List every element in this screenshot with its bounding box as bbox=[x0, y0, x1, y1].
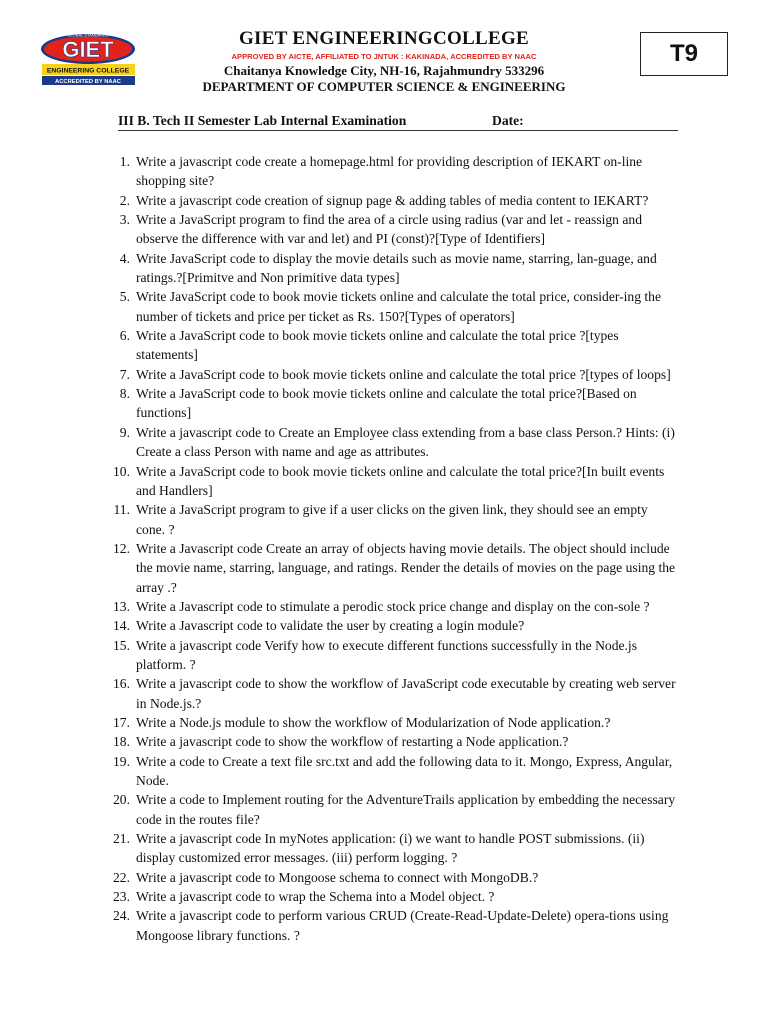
question-item bbox=[108, 906, 678, 945]
question-text: Write a JavaScript code to book movie tickets online and calculate the total price?[In built events and Handlers] bbox=[136, 463, 665, 498]
question-number: 17. bbox=[113, 714, 130, 730]
question-text: Write JavaScript code to display the movie details such as movie name, starring, lan-guage, and ratings.?[Primitve and Non primitive data types] bbox=[136, 250, 657, 286]
question-number: 24. bbox=[113, 908, 130, 924]
logo-ring-text: GLOBAL STANDARDS bbox=[67, 32, 109, 38]
question-number: 8. bbox=[119, 386, 130, 402]
question-text: Write a JavaScript code to book movie tickets online and calculate the total price ?[types of loops] bbox=[136, 366, 671, 382]
question-item bbox=[108, 829, 678, 868]
question-item bbox=[108, 423, 678, 462]
question-text: Write a JavaScript code to book movie tickets online and calculate the total price?[Based on functions] bbox=[136, 386, 637, 421]
question-number: 22. bbox=[113, 869, 130, 885]
question-number: 19. bbox=[113, 753, 130, 769]
question-text: Write a javascript code to Mongoose schema to connect with MongoDB.? bbox=[136, 869, 539, 885]
question-text: Write a javascript code to show the workflow of JavaScript code executable by creating web server in Node.js.? bbox=[136, 676, 676, 711]
question-number: 20. bbox=[113, 792, 130, 808]
question-text: Write a JavaScript program to give if a user clicks on the given link, they should see an empty cone. ? bbox=[136, 502, 648, 537]
question-number: 4. bbox=[119, 250, 130, 266]
question-item bbox=[108, 249, 678, 288]
question-text: Write a JavaScript code to book movie tickets online and calculate the total price ?[types statements] bbox=[136, 328, 619, 363]
question-item bbox=[108, 597, 678, 616]
question-text: Write a javascript code Verify how to execute different functions successfully in the Node.js platform. ? bbox=[136, 637, 638, 672]
question-text: Write a code to Create a text file src.txt and add the following data to it. Mongo, Express, Angular, Node. bbox=[136, 753, 673, 788]
question-text: Write JavaScript code to book movie tickets online and calculate the total price, consider-ing the number of tickets and price per ticket as Rs. 150?[Types of operators] bbox=[136, 289, 662, 324]
question-text: Write a Javascript code Create an array of objects having movie details. The object should include the movie name, starring, language, and ratings. Render the details of movies on the page using the array .? bbox=[136, 540, 676, 595]
question-number: 7. bbox=[119, 366, 130, 382]
question-text: Write a javascript code to perform various CRUD (Create-Read-Update-Delete) opera-tions using Mongoose library functions. ? bbox=[136, 908, 669, 943]
question-text: Write a JavaScript program to find the area of a circle using radius (var and let - reassign and observe the difference with var and let) and PI (const)?[Type of Identifiers] bbox=[136, 212, 643, 247]
question-item bbox=[108, 790, 678, 829]
paper-code: T9 bbox=[669, 40, 698, 67]
approval-line: APPROVED BY AICTE, AFFILIATED TO JNTUK : KAKINADA, ACCREDITED BY NAAC bbox=[231, 52, 537, 61]
college-logo bbox=[38, 32, 139, 87]
question-item bbox=[108, 752, 678, 791]
question-item bbox=[108, 326, 678, 365]
question-number: 3. bbox=[119, 212, 130, 228]
question-item bbox=[108, 674, 678, 713]
question-number: 23. bbox=[113, 889, 130, 905]
question-item bbox=[108, 887, 678, 906]
question-number: 10. bbox=[113, 463, 130, 479]
question-text: Write a Javascript code to validate the user by creating a login module? bbox=[136, 618, 525, 634]
question-text: Write a code to Implement routing for the AdventureTrails application by embedding the necessary code in the routes file? bbox=[136, 792, 676, 827]
college-header bbox=[150, 28, 618, 94]
question-number: 16. bbox=[113, 676, 130, 692]
college-name: GIET ENGINEERINGCOLLEGE bbox=[238, 28, 530, 49]
college-address: Chaitanya Knowledge City, NH-16, Rajahmundry 533296 bbox=[223, 63, 545, 78]
question-number: 9. bbox=[119, 424, 130, 440]
question-number: 1. bbox=[119, 154, 130, 169]
department-name: DEPARTMENT OF COMPUTER SCIENCE & ENGINEERING bbox=[202, 79, 566, 94]
exam-title: III B. Tech II Semester Lab Internal Examination bbox=[118, 113, 407, 128]
question-item bbox=[108, 539, 678, 597]
question-text: Write a javascript code to wrap the Schema into a Model object. ? bbox=[136, 889, 495, 905]
question-number: 14. bbox=[113, 618, 130, 634]
exam-info-line bbox=[118, 113, 678, 131]
question-number: 18. bbox=[113, 734, 130, 750]
question-item bbox=[108, 384, 678, 423]
question-item bbox=[108, 616, 678, 635]
question-number: 15. bbox=[113, 637, 130, 653]
question-item bbox=[108, 365, 678, 384]
question-item bbox=[108, 636, 678, 675]
question-item bbox=[108, 462, 678, 501]
question-text: Write a javascript code create a homepage.html for providing description of IEKART on-line shopping site? bbox=[136, 154, 643, 189]
question-item bbox=[108, 500, 678, 539]
paper-code-box bbox=[640, 32, 728, 76]
question-number: 5. bbox=[119, 289, 130, 305]
question-number: 2. bbox=[119, 192, 130, 208]
question-item bbox=[108, 152, 678, 191]
exam-date-label: Date: bbox=[492, 113, 524, 128]
logo-main-text: GIET bbox=[62, 37, 114, 62]
question-list bbox=[108, 152, 678, 945]
question-text: Write a Node.js module to show the workflow of Modularization of Node application.? bbox=[136, 714, 611, 730]
logo-sub-text: ENGINEERING COLLEGE bbox=[46, 67, 130, 75]
question-text: Write a javascript code to show the workflow of restarting a Node application.? bbox=[136, 734, 569, 750]
question-number: 6. bbox=[119, 328, 130, 344]
question-number: 11. bbox=[113, 502, 130, 518]
question-item bbox=[108, 210, 678, 249]
logo-badge-text: ACCREDITED BY NAAC bbox=[55, 78, 121, 85]
question-item bbox=[108, 732, 678, 751]
question-number: 12. bbox=[113, 540, 130, 556]
question-item bbox=[108, 868, 678, 887]
question-text: Write a javascript code to Create an Employee class extending from a base class Person.? Hints: (i) Create a class Person with name and age as attributes. bbox=[136, 424, 675, 460]
question-text: Write a javascript code creation of signup page & adding tables of media content to IEKART? bbox=[136, 192, 649, 208]
question-text: Write a Javascript code to stimulate a perodic stock price change and display on the con-sole ? bbox=[136, 598, 650, 614]
question-item bbox=[108, 191, 678, 210]
question-item bbox=[108, 713, 678, 732]
question-number: 21. bbox=[113, 831, 130, 847]
question-text: Write a javascript code In myNotes application: (i) we want to handle POST submissions. (ii) display customized error messages. (iii) perform logging. ? bbox=[136, 831, 645, 866]
question-item bbox=[108, 287, 678, 326]
question-number: 13. bbox=[113, 598, 130, 614]
